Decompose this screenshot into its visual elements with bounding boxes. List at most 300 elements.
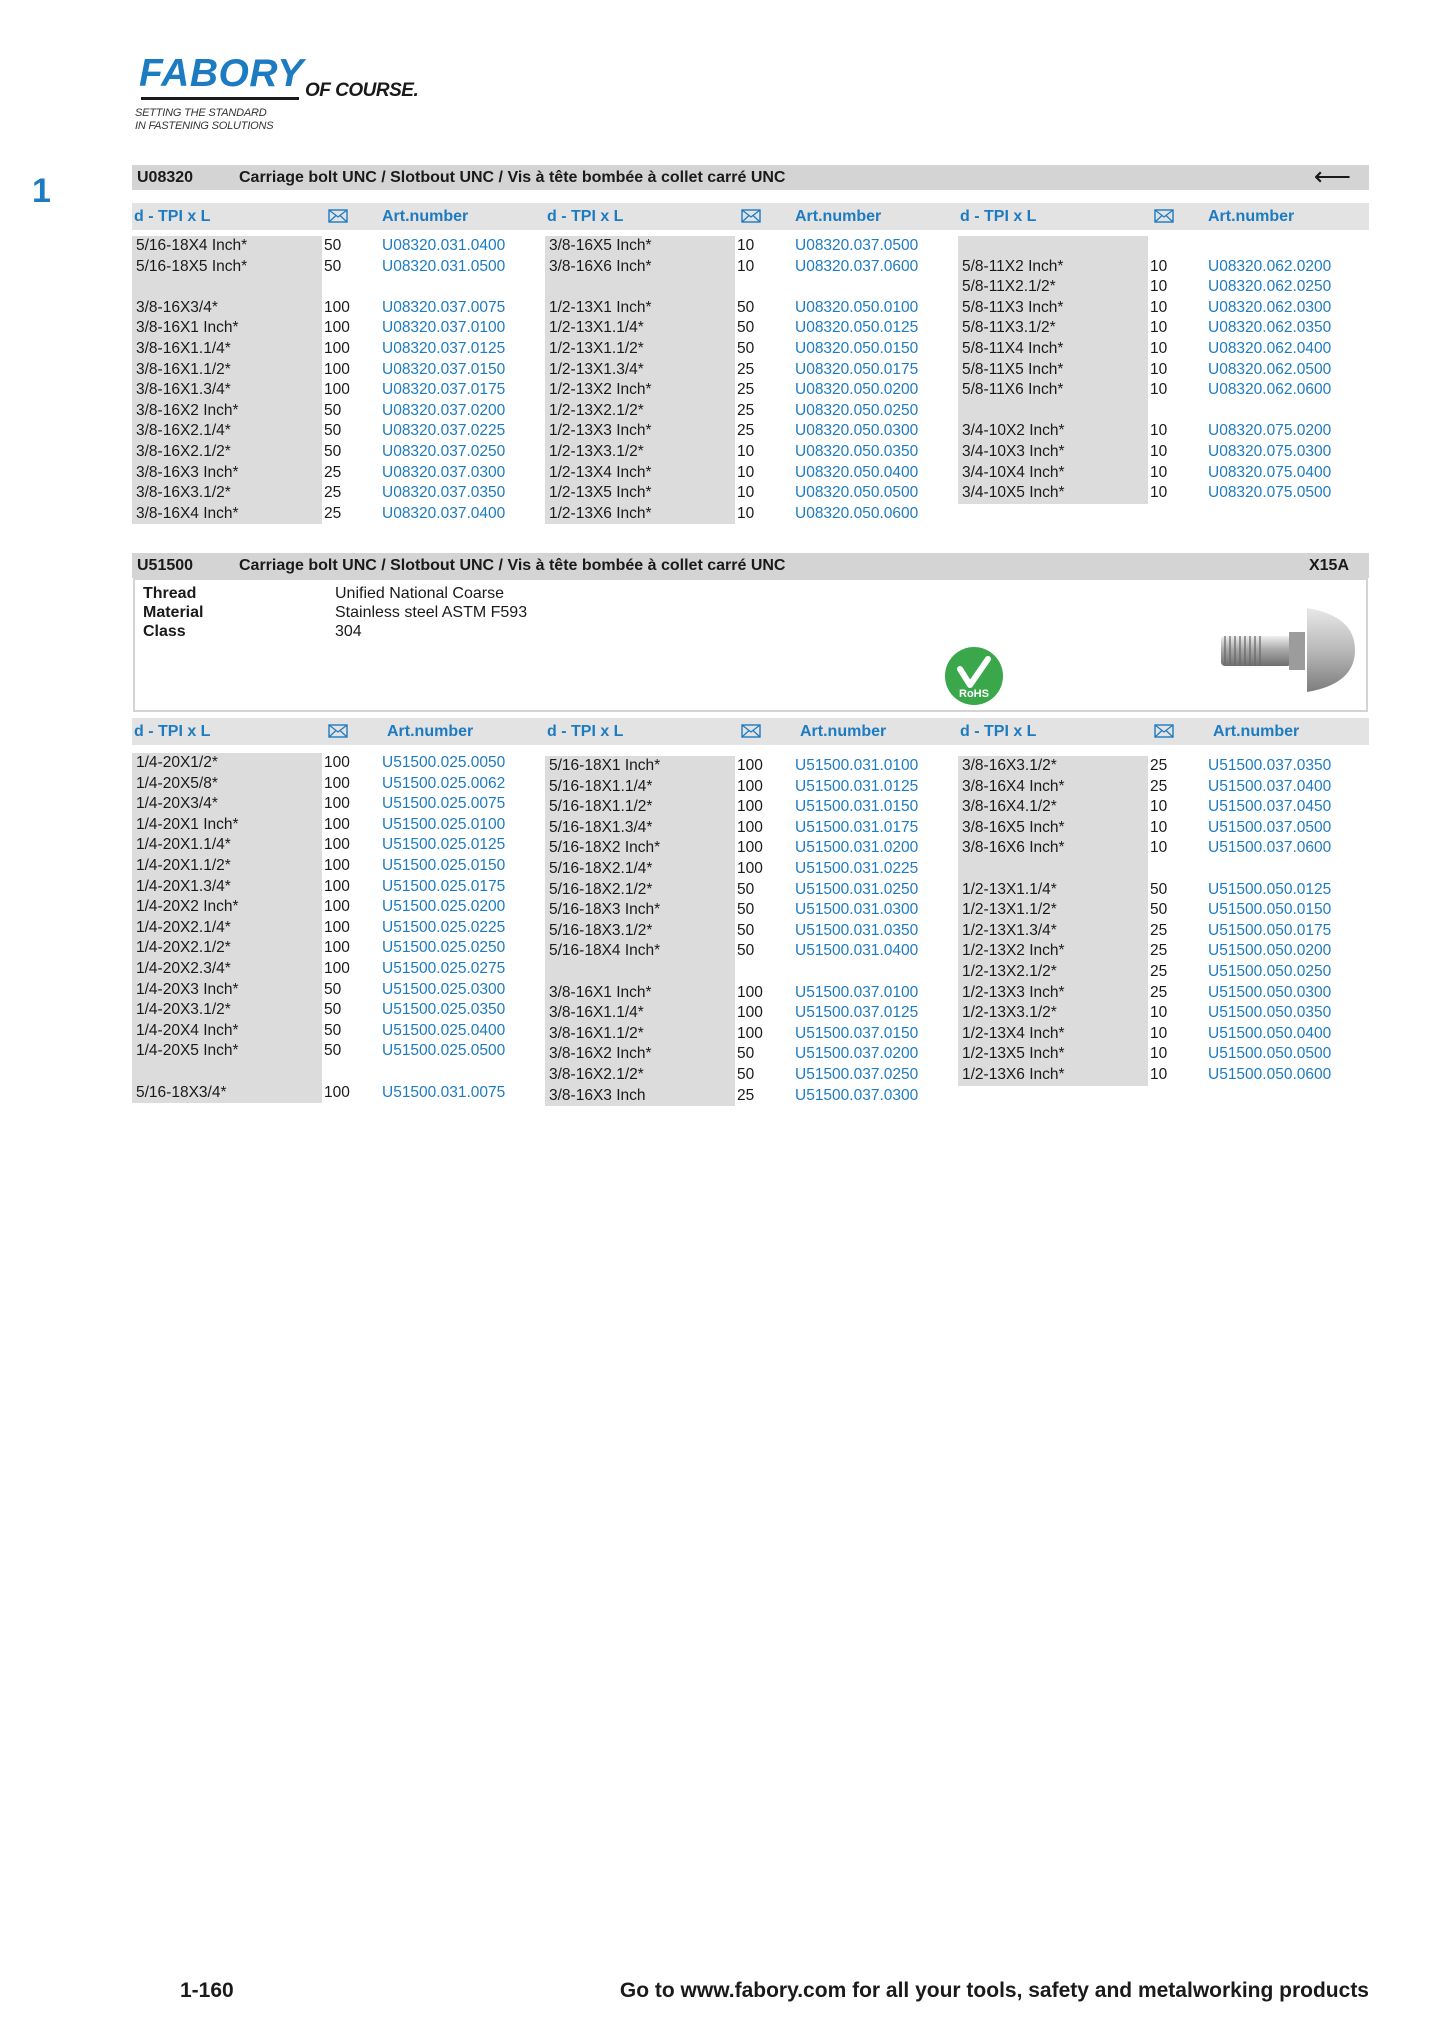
- quantity-cell: 50: [324, 442, 342, 460]
- quantity-cell: 100: [324, 339, 350, 357]
- quantity-cell: 10: [1150, 818, 1168, 836]
- article-number-link[interactable]: U51500.050.0250: [1208, 962, 1332, 980]
- article-number-link[interactable]: U51500.050.0200: [1208, 942, 1332, 960]
- article-number-link[interactable]: U51500.025.0275: [382, 959, 506, 977]
- spec-value: Unified National Coarse: [335, 585, 504, 602]
- size-cell: 3/8-16X4 Inch*: [958, 777, 1148, 798]
- size-cell: 1/2-13X4 Inch*: [545, 463, 735, 484]
- quantity-cell: 10: [737, 504, 755, 522]
- article-number-link[interactable]: U08320.050.0300: [795, 422, 919, 440]
- size-cell: 3/8-16X3 Inch*: [132, 463, 322, 484]
- quantity-cell: 50: [324, 257, 342, 275]
- spec-label: Class: [143, 623, 186, 640]
- col-art-header: Art.number: [795, 208, 882, 225]
- section-2-code: U51500: [137, 557, 194, 574]
- col-d-header: d - TPI x L: [960, 208, 1037, 225]
- article-number-link[interactable]: U08320.050.0200: [795, 381, 919, 399]
- size-cell: 1/4-20X2.1/4*: [132, 918, 322, 939]
- quantity-cell: 25: [324, 463, 342, 481]
- size-cell: 3/8-16X1.1/2*: [545, 1024, 735, 1045]
- article-number-link[interactable]: U08320.062.0600: [1208, 381, 1332, 399]
- size-cell: 1/2-13X1.1/2*: [958, 900, 1148, 921]
- article-number-link[interactable]: U08320.037.0125: [382, 339, 506, 357]
- article-number-link[interactable]: U08320.037.0500: [795, 237, 919, 254]
- quantity-cell: 50: [737, 1045, 755, 1063]
- article-number-link[interactable]: U51500.025.0400: [382, 1021, 506, 1039]
- quantity-cell: 25: [1150, 983, 1168, 1001]
- col-d-header: d - TPI x L: [134, 208, 211, 225]
- col-d-header: d - TPI x L: [547, 208, 624, 225]
- size-cell: 1/4-20X1 Inch*: [132, 815, 322, 836]
- article-number-link[interactable]: U08320.062.0200: [1208, 257, 1332, 275]
- size-cell: 3/4-10X4 Inch*: [958, 463, 1148, 484]
- article-number-link[interactable]: U08320.037.0175: [382, 381, 506, 399]
- quantity-cell: 10: [737, 463, 755, 481]
- quantity-cell: 25: [737, 422, 755, 440]
- quantity-cell: 100: [324, 856, 350, 874]
- quantity-cell: 100: [324, 381, 350, 399]
- article-number-link[interactable]: U08320.062.0350: [1208, 319, 1332, 337]
- size-cell: 3/8-16X1 Inch*: [545, 983, 735, 1004]
- size-cell: 1/4-20X3.1/2*: [132, 1000, 322, 1021]
- quantity-cell: 10: [1150, 278, 1168, 296]
- article-number-link[interactable]: U51500.050.0400: [1208, 1024, 1332, 1042]
- size-cell: 1/2-13X1.1/4*: [545, 318, 735, 339]
- col-art-header: Art.number: [382, 208, 469, 225]
- size-cell: 1/2-13X1.3/4*: [958, 921, 1148, 942]
- article-number-link[interactable]: U08320.037.0225: [382, 422, 506, 440]
- article-number-link[interactable]: U51500.031.0125: [795, 777, 919, 795]
- article-number-link[interactable]: U08320.050.0250: [795, 401, 919, 419]
- size-cell: [545, 962, 735, 983]
- quantity-cell: 100: [324, 918, 350, 936]
- col-art-header: Art.number: [387, 723, 474, 740]
- quantity-cell: 25: [1150, 777, 1168, 795]
- quantity-cell: 10: [1150, 1024, 1168, 1042]
- quantity-cell: 100: [324, 360, 350, 378]
- article-number-link[interactable]: U08320.075.0400: [1208, 463, 1332, 481]
- quantity-cell: 100: [324, 795, 350, 813]
- size-cell: 1/2-13X3 Inch*: [545, 421, 735, 442]
- col-art-header: Art.number: [800, 723, 887, 740]
- quantity-cell: 25: [737, 401, 755, 419]
- article-number-link[interactable]: U08320.037.0200: [382, 401, 506, 419]
- size-cell: 1/2-13X3.1/2*: [545, 442, 735, 463]
- size-cell: 3/8-16X2.1/2*: [545, 1065, 735, 1086]
- quantity-cell: 10: [1150, 839, 1168, 857]
- article-number-link[interactable]: U08320.075.0300: [1208, 442, 1332, 460]
- size-cell: 1/4-20X3 Inch*: [132, 980, 322, 1001]
- article-number-link[interactable]: U51500.031.0150: [795, 798, 919, 816]
- size-cell: 3/4-10X2 Inch*: [958, 421, 1148, 442]
- article-number-link[interactable]: U08320.050.0500: [795, 484, 919, 502]
- quantity-cell: 50: [737, 880, 755, 898]
- article-number-link[interactable]: U51500.025.0225: [382, 918, 506, 936]
- size-cell: 5/16-18X1.3/4*: [545, 818, 735, 839]
- quantity-cell: 50: [737, 1065, 755, 1083]
- quantity-cell: 100: [737, 777, 763, 795]
- quantity-cell: 100: [737, 757, 763, 774]
- quantity-cell: 50: [324, 1042, 342, 1060]
- quantity-cell: 100: [324, 815, 350, 833]
- spec-box: [133, 578, 1368, 712]
- quantity-cell: 100: [737, 983, 763, 1001]
- quantity-cell: 100: [737, 1024, 763, 1042]
- quantity-cell: 100: [324, 877, 350, 895]
- quantity-cell: 50: [737, 298, 755, 316]
- size-cell: 1/2-13X5 Inch*: [545, 483, 735, 504]
- size-cell: 1/4-20X5 Inch*: [132, 1041, 322, 1062]
- article-number-link[interactable]: U08320.037.0250: [382, 442, 506, 460]
- article-number-link[interactable]: U51500.025.0100: [382, 815, 506, 833]
- article-number-link[interactable]: U51500.031.0225: [795, 859, 919, 877]
- article-number-link[interactable]: U51500.025.0500: [382, 1042, 506, 1060]
- article-number-link[interactable]: U51500.025.0350: [382, 1001, 506, 1019]
- quantity-cell: 10: [1150, 319, 1168, 337]
- quantity-cell: 50: [324, 1001, 342, 1019]
- size-cell: 3/8-16X6 Inch*: [958, 838, 1148, 859]
- quantity-cell: 10: [737, 237, 755, 254]
- size-cell: 3/8-16X4 Inch*: [132, 504, 322, 525]
- size-cell: 3/8-16X5 Inch*: [958, 818, 1148, 839]
- article-number-link[interactable]: U08320.062.0400: [1208, 339, 1332, 357]
- article-number-link[interactable]: U51500.025.0200: [382, 898, 506, 916]
- section-2-header: [132, 553, 1369, 578]
- size-cell: 5/16-18X1.1/2*: [545, 797, 735, 818]
- size-cell: 3/8-16X6 Inch*: [545, 257, 735, 278]
- size-cell: 1/2-13X3 Inch*: [958, 983, 1148, 1004]
- quantity-cell: 100: [737, 859, 763, 877]
- col-art-header: Art.number: [1213, 723, 1300, 740]
- quantity-cell: 100: [737, 839, 763, 857]
- size-cell: 5/8-11X4 Inch*: [958, 339, 1148, 360]
- article-number-link[interactable]: U51500.037.0250: [795, 1065, 919, 1083]
- size-cell: 1/2-13X3.1/2*: [958, 1003, 1148, 1024]
- article-number-link[interactable]: U08320.050.0400: [795, 463, 919, 481]
- article-number-link[interactable]: U51500.050.0175: [1208, 921, 1332, 939]
- article-number-link[interactable]: U08320.031.0500: [382, 257, 506, 275]
- spec-value: Stainless steel ASTM F593: [335, 604, 528, 621]
- quantity-cell: 10: [1150, 442, 1168, 460]
- quantity-cell: 50: [324, 401, 342, 419]
- section-1-column-header: [132, 203, 1369, 230]
- section-1-code: U08320: [137, 169, 194, 186]
- article-number-link[interactable]: U51500.037.0450: [1208, 798, 1332, 816]
- article-number-link[interactable]: U08320.037.0150: [382, 360, 506, 378]
- quantity-cell: 50: [737, 942, 755, 960]
- quantity-cell: 25: [1150, 921, 1168, 939]
- article-number-link[interactable]: U08320.062.0500: [1208, 360, 1332, 378]
- brand-tagline-line-1: SETTING THE STANDARD: [135, 107, 267, 119]
- size-cell: 3/4-10X3 Inch*: [958, 442, 1148, 463]
- quantity-cell: 100: [324, 1083, 350, 1101]
- envelope-icon: [1154, 724, 1174, 738]
- size-cell: 1/4-20X2.1/2*: [132, 938, 322, 959]
- article-number-link[interactable]: U51500.037.0350: [1208, 757, 1332, 774]
- quantity-cell: 50: [324, 1021, 342, 1039]
- quantity-cell: 100: [737, 818, 763, 836]
- size-cell: 1/4-20X5/8*: [132, 774, 322, 795]
- article-number-link[interactable]: U08320.037.0350: [382, 484, 506, 502]
- envelope-icon: [741, 209, 761, 223]
- size-cell: 3/8-16X2.1/2*: [132, 442, 322, 463]
- quantity-cell: 100: [324, 319, 350, 337]
- article-number-link[interactable]: U51500.050.0300: [1208, 983, 1332, 1001]
- quantity-cell: 100: [324, 959, 350, 977]
- article-number-link[interactable]: U51500.037.0300: [795, 1086, 919, 1104]
- article-number-link[interactable]: U51500.025.0050: [382, 754, 506, 771]
- size-cell: [132, 1062, 322, 1083]
- size-cell: 5/16-18X1.1/4*: [545, 777, 735, 798]
- size-cell: 5/8-11X5 Inch*: [958, 360, 1148, 381]
- size-cell: 1/2-13X2.1/2*: [545, 401, 735, 422]
- size-cell: 1/4-20X3/4*: [132, 794, 322, 815]
- size-cell: 3/8-16X3 Inch: [545, 1086, 735, 1107]
- size-cell: 5/8-11X3 Inch*: [958, 298, 1148, 319]
- article-number-link[interactable]: U51500.031.0075: [382, 1083, 506, 1101]
- article-number-link[interactable]: U51500.025.0062: [382, 774, 506, 792]
- article-number-link[interactable]: U08320.031.0400: [382, 237, 506, 254]
- article-number-link[interactable]: U51500.025.0150: [382, 856, 506, 874]
- size-cell: 1/2-13X1.1/4*: [958, 880, 1148, 901]
- page-number: 1-160: [180, 1979, 234, 2002]
- quantity-cell: 25: [324, 504, 342, 522]
- article-number-link[interactable]: U51500.037.0500: [1208, 818, 1332, 836]
- size-cell: 5/16-18X2.1/4*: [545, 859, 735, 880]
- arrow-left-icon[interactable]: ⟵: [1313, 161, 1351, 191]
- size-cell: 1/2-13X2 Inch*: [958, 941, 1148, 962]
- col-d-header: d - TPI x L: [134, 723, 211, 740]
- size-cell: 1/2-13X1.3/4*: [545, 360, 735, 381]
- col-art-header: Art.number: [1208, 208, 1295, 225]
- size-cell: 1/2-13X4 Inch*: [958, 1024, 1148, 1045]
- size-cell: 5/16-18X2.1/2*: [545, 880, 735, 901]
- article-number-link[interactable]: U51500.037.0200: [795, 1045, 919, 1063]
- article-number-link[interactable]: U08320.037.0600: [795, 257, 919, 275]
- article-number-link[interactable]: U08320.050.0600: [795, 504, 919, 522]
- article-number-link[interactable]: U51500.050.0125: [1208, 880, 1332, 898]
- quantity-cell: 10: [1150, 381, 1168, 399]
- size-cell: 3/8-16X2.1/4*: [132, 421, 322, 442]
- quantity-cell: 10: [1150, 484, 1168, 502]
- size-cell: 1/4-20X1/2*: [132, 753, 322, 774]
- quantity-cell: 10: [1150, 257, 1168, 275]
- section-2-title: Carriage bolt UNC / Slotbout UNC / Vis à tête bombée à collet carré UNC: [239, 557, 786, 574]
- quantity-cell: 50: [737, 921, 755, 939]
- quantity-cell: 10: [1150, 1004, 1168, 1022]
- quantity-cell: 10: [1150, 422, 1168, 440]
- size-cell: 3/8-16X4.1/2*: [958, 797, 1148, 818]
- footer-tagline: Go to www.fabory.com for all your tools, safety and metalworking products: [619, 1979, 1369, 2002]
- quantity-cell: 10: [1150, 360, 1168, 378]
- article-number-link[interactable]: U51500.031.0175: [795, 818, 919, 836]
- article-number-link[interactable]: U51500.025.0125: [382, 836, 506, 854]
- size-cell: 3/8-16X1 Inch*: [132, 318, 322, 339]
- quantity-cell: 10: [737, 257, 755, 275]
- article-number-link[interactable]: U51500.025.0250: [382, 939, 506, 957]
- quantity-cell: 25: [1150, 962, 1168, 980]
- article-number-link[interactable]: U51500.025.0075: [382, 795, 506, 813]
- size-cell: 1/4-20X1.3/4*: [132, 877, 322, 898]
- article-number-link[interactable]: U08320.050.0100: [795, 298, 919, 316]
- article-number-link[interactable]: U08320.037.0300: [382, 463, 506, 481]
- chapter-number: 1: [32, 172, 51, 210]
- quantity-cell: 50: [737, 901, 755, 919]
- quantity-cell: 100: [737, 1004, 763, 1022]
- size-cell: 1/2-13X1.1/2*: [545, 339, 735, 360]
- size-cell: 3/8-16X1.3/4*: [132, 380, 322, 401]
- article-number-link[interactable]: U08320.075.0200: [1208, 422, 1332, 440]
- quantity-cell: 10: [737, 484, 755, 502]
- brand-logo: [133, 52, 453, 142]
- quantity-cell: 25: [324, 484, 342, 502]
- article-number-link[interactable]: U08320.050.0350: [795, 442, 919, 460]
- quantity-cell: 10: [1150, 298, 1168, 316]
- article-number-link[interactable]: U51500.031.0350: [795, 921, 919, 939]
- size-cell: 1/2-13X1 Inch*: [545, 298, 735, 319]
- material-code: X15A: [1308, 557, 1349, 574]
- size-cell: [545, 277, 735, 298]
- brand-suffix: OF COURSE.: [305, 80, 419, 101]
- size-cell: 5/16-18X4 Inch*: [132, 236, 322, 257]
- article-number-link[interactable]: U51500.050.0150: [1208, 901, 1332, 919]
- article-number-link[interactable]: U08320.050.0175: [795, 360, 919, 378]
- size-cell: 3/8-16X2 Inch*: [545, 1044, 735, 1065]
- size-cell: 1/2-13X5 Inch*: [958, 1044, 1148, 1065]
- quantity-cell: 50: [737, 339, 755, 357]
- article-number-link[interactable]: U51500.031.0400: [795, 942, 919, 960]
- size-cell: 1/2-13X6 Inch*: [545, 504, 735, 525]
- quantity-cell: 100: [324, 774, 350, 792]
- article-number-link[interactable]: U51500.037.0400: [1208, 777, 1332, 795]
- quantity-cell: 10: [1150, 1065, 1168, 1083]
- size-cell: 5/16-18X4 Inch*: [545, 941, 735, 962]
- article-number-link[interactable]: U51500.037.0125: [795, 1004, 919, 1022]
- article-number-link[interactable]: U51500.037.0600: [1208, 839, 1332, 857]
- quantity-cell: 100: [324, 939, 350, 957]
- size-cell: 1/2-13X6 Inch*: [958, 1065, 1148, 1086]
- article-number-link[interactable]: U51500.031.0200: [795, 839, 919, 857]
- brand-name: FABORY: [139, 52, 304, 95]
- article-number-link[interactable]: U51500.025.0175: [382, 877, 506, 895]
- size-cell: 3/8-16X3/4*: [132, 298, 322, 319]
- article-number-link[interactable]: U08320.037.0400: [382, 504, 506, 522]
- rohs-badge-label: RoHS: [959, 688, 989, 700]
- size-cell: 5/16-18X3 Inch*: [545, 900, 735, 921]
- size-cell: 1/2-13X2 Inch*: [545, 380, 735, 401]
- quantity-cell: 10: [1150, 463, 1168, 481]
- rohs-badge-icon: [943, 645, 1005, 707]
- article-number-link[interactable]: U51500.037.0150: [795, 1024, 919, 1042]
- size-cell: [132, 277, 322, 298]
- quantity-cell: 100: [324, 754, 350, 771]
- size-cell: 5/8-11X6 Inch*: [958, 380, 1148, 401]
- size-cell: 3/8-16X1.1/4*: [132, 339, 322, 360]
- col-d-header: d - TPI x L: [547, 723, 624, 740]
- size-cell: 5/16-18X1 Inch*: [545, 756, 735, 777]
- quantity-cell: 50: [737, 319, 755, 337]
- quantity-cell: 10: [1150, 1045, 1168, 1063]
- quantity-cell: 100: [324, 298, 350, 316]
- quantity-cell: 25: [737, 360, 755, 378]
- quantity-cell: 10: [1150, 339, 1168, 357]
- quantity-cell: 25: [737, 1086, 755, 1104]
- article-number-link[interactable]: U51500.050.0600: [1208, 1065, 1332, 1083]
- quantity-cell: 100: [324, 898, 350, 916]
- spec-label: Material: [143, 604, 204, 621]
- size-cell: [958, 859, 1148, 880]
- quantity-cell: 25: [1150, 757, 1168, 774]
- article-number-link[interactable]: U51500.037.0100: [795, 983, 919, 1001]
- spec-label: Thread: [143, 585, 197, 602]
- section-1-title: Carriage bolt UNC / Slotbout UNC / Vis à tête bombée à collet carré UNC: [239, 169, 786, 186]
- quantity-cell: 10: [737, 442, 755, 460]
- article-number-link[interactable]: U08320.037.0100: [382, 319, 506, 337]
- size-cell: 5/8-11X3.1/2*: [958, 318, 1148, 339]
- quantity-cell: 10: [1150, 798, 1168, 816]
- size-cell: 1/4-20X2 Inch*: [132, 897, 322, 918]
- size-cell: 3/4-10X5 Inch*: [958, 483, 1148, 504]
- spec-value: 304: [335, 623, 362, 640]
- article-number-link[interactable]: U08320.075.0500: [1208, 484, 1332, 502]
- article-number-link[interactable]: U08320.062.0300: [1208, 298, 1332, 316]
- section-1-header: [132, 161, 1369, 191]
- quantity-cell: 50: [324, 237, 342, 254]
- quantity-cell: 50: [324, 980, 342, 998]
- article-number-link[interactable]: U08320.062.0250: [1208, 278, 1332, 296]
- envelope-icon: [741, 724, 761, 738]
- article-number-link[interactable]: U51500.031.0100: [795, 757, 919, 774]
- article-number-link[interactable]: U51500.050.0350: [1208, 1004, 1332, 1022]
- quantity-cell: 100: [737, 798, 763, 816]
- size-cell: 5/16-18X3/4*: [132, 1083, 322, 1104]
- quantity-cell: 25: [737, 381, 755, 399]
- envelope-icon: [328, 724, 348, 738]
- col-d-header: d - TPI x L: [960, 723, 1037, 740]
- quantity-cell: 50: [1150, 880, 1168, 898]
- brand-tagline: [135, 107, 273, 133]
- size-cell: 1/4-20X4 Inch*: [132, 1021, 322, 1042]
- size-cell: 3/8-16X5 Inch*: [545, 236, 735, 257]
- quantity-cell: 25: [1150, 942, 1168, 960]
- size-cell: 3/8-16X3.1/2*: [132, 483, 322, 504]
- carriage-bolt-image: [1215, 598, 1357, 694]
- brand-underline: [141, 97, 299, 100]
- size-cell: 1/4-20X1.1/4*: [132, 835, 322, 856]
- article-number-link[interactable]: U51500.031.0250: [795, 880, 919, 898]
- article-number-link[interactable]: U08320.050.0150: [795, 339, 919, 357]
- size-cell: 5/8-11X2 Inch*: [958, 257, 1148, 278]
- section-2-column-header: [132, 718, 1369, 745]
- article-number-link[interactable]: U08320.037.0075: [382, 298, 506, 316]
- envelope-icon: [328, 209, 348, 223]
- size-cell: [958, 401, 1148, 422]
- size-cell: 1/4-20X1.1/2*: [132, 856, 322, 877]
- quantity-cell: 50: [324, 422, 342, 440]
- quantity-cell: 100: [324, 836, 350, 854]
- size-cell: 5/16-18X2 Inch*: [545, 838, 735, 859]
- article-number-link[interactable]: U51500.025.0300: [382, 980, 506, 998]
- envelope-icon: [1154, 209, 1174, 223]
- article-number-link[interactable]: U51500.031.0300: [795, 901, 919, 919]
- article-number-link[interactable]: U51500.050.0500: [1208, 1045, 1332, 1063]
- article-number-link[interactable]: U08320.050.0125: [795, 319, 919, 337]
- size-cell: 3/8-16X1.1/2*: [132, 360, 322, 381]
- brand-tagline-line-2: IN FASTENING SOLUTIONS: [135, 120, 274, 132]
- size-cell: 3/8-16X3.1/2*: [958, 756, 1148, 777]
- size-cell: 5/16-18X5 Inch*: [132, 257, 322, 278]
- quantity-cell: 50: [1150, 901, 1168, 919]
